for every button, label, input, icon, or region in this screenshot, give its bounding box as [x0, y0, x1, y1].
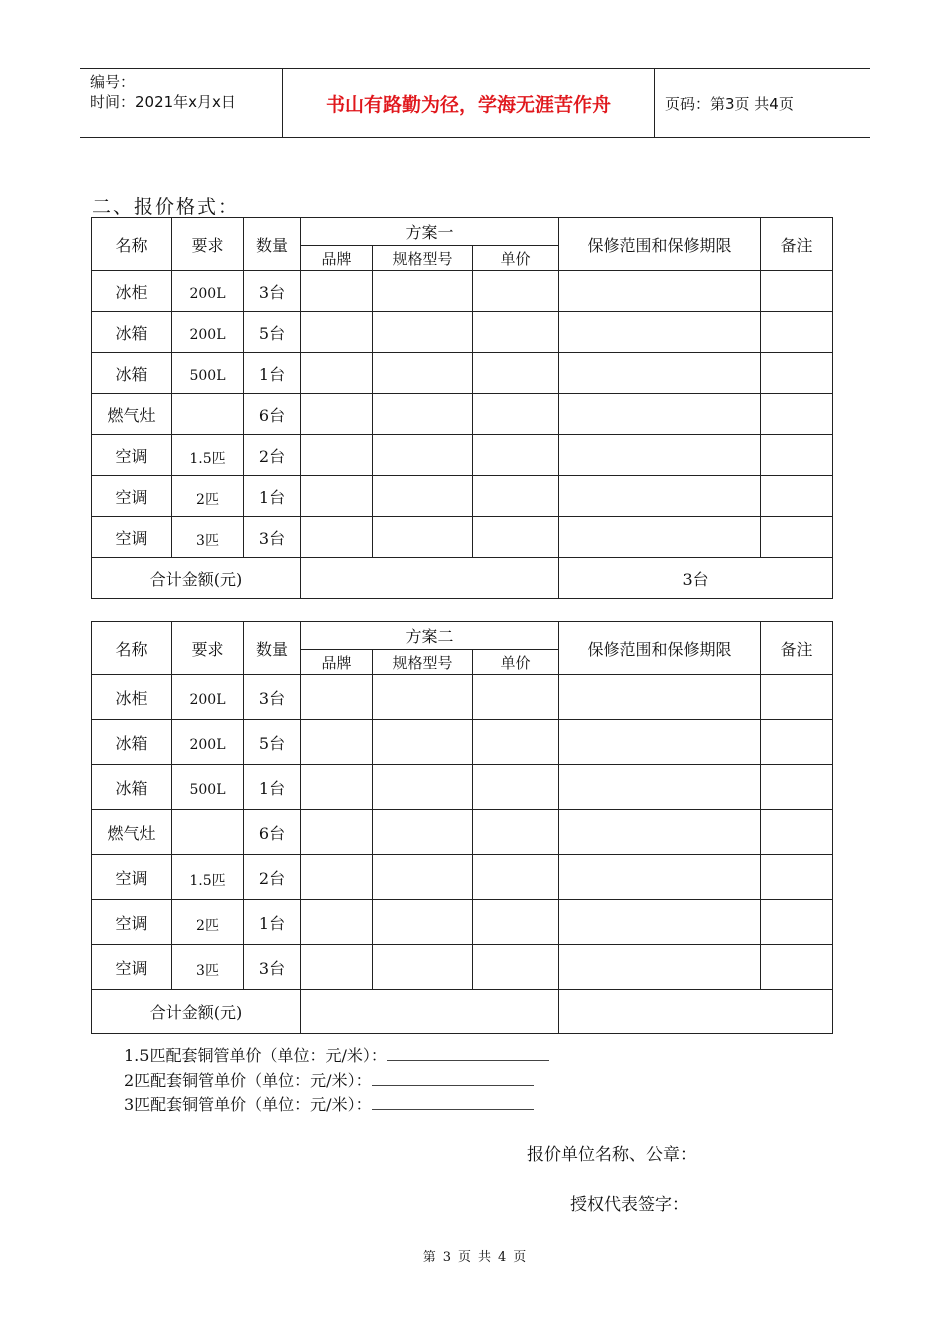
item-requirement: [172, 394, 244, 435]
item-quantity: 3台: [244, 675, 301, 720]
item-requirement: 3匹: [172, 517, 244, 558]
item-quantity: 2台: [244, 855, 301, 900]
item-quantity: 5台: [244, 720, 301, 765]
pipe-price-line: [124, 1068, 534, 1091]
item-name: 空调: [92, 945, 172, 990]
item-requirement: 200L: [172, 312, 244, 353]
page-footer: [0, 1246, 950, 1265]
unit-price-cell[interactable]: [473, 517, 559, 558]
model-cell[interactable]: [373, 855, 473, 900]
model-cell[interactable]: [373, 353, 473, 394]
pipe-price-label: 3匹配套铜管单价（单位：元/米）：: [124, 1095, 372, 1114]
item-quantity: 1台: [244, 900, 301, 945]
note-cell[interactable]: [761, 855, 833, 900]
item-name: 燃气灶: [92, 810, 172, 855]
model-cell[interactable]: [373, 945, 473, 990]
total-warranty-cell[interactable]: [559, 990, 833, 1034]
unit-price-cell[interactable]: [473, 765, 559, 810]
col-qty-header: 数量: [244, 218, 301, 271]
item-name: 冰箱: [92, 353, 172, 394]
unit-price-cell[interactable]: [473, 900, 559, 945]
unit-price-cell[interactable]: [473, 394, 559, 435]
note-cell[interactable]: [761, 271, 833, 312]
item-name: 空调: [92, 900, 172, 945]
pipe-price-blank[interactable]: [372, 1095, 534, 1110]
col-note-header: 备注: [761, 218, 833, 271]
note-cell[interactable]: [761, 476, 833, 517]
table-row: [92, 312, 833, 353]
note-cell[interactable]: [761, 312, 833, 353]
model-cell[interactable]: [373, 720, 473, 765]
brand-cell[interactable]: [301, 476, 373, 517]
item-requirement: 2匹: [172, 900, 244, 945]
table-row: [92, 855, 833, 900]
warranty-cell[interactable]: [559, 271, 761, 312]
unit-price-cell[interactable]: [473, 312, 559, 353]
warranty-cell[interactable]: [559, 353, 761, 394]
warranty-cell[interactable]: [559, 945, 761, 990]
header-meta: [80, 69, 283, 137]
col-req-header: 要求: [172, 622, 244, 675]
brand-cell[interactable]: [301, 855, 373, 900]
total-label: 合计金额(元): [92, 990, 301, 1034]
unit-price-cell[interactable]: [473, 353, 559, 394]
warranty-cell[interactable]: [559, 394, 761, 435]
brand-cell[interactable]: [301, 312, 373, 353]
item-quantity: 3台: [244, 945, 301, 990]
brand-cell[interactable]: [301, 675, 373, 720]
total-extra: 3台: [559, 558, 833, 599]
warranty-cell[interactable]: [559, 435, 761, 476]
brand-cell[interactable]: [301, 810, 373, 855]
table-row: [92, 720, 833, 765]
plan-title: 方案二: [301, 622, 559, 650]
total-amount-cell[interactable]: [301, 558, 559, 599]
item-requirement: 3匹: [172, 945, 244, 990]
col-model-header: 规格型号: [373, 650, 473, 675]
unit-price-cell[interactable]: [473, 810, 559, 855]
model-cell[interactable]: [373, 675, 473, 720]
total-row: [92, 990, 833, 1034]
footer-text: 共: [478, 1250, 493, 1265]
note-cell[interactable]: [761, 675, 833, 720]
item-quantity: 6台: [244, 394, 301, 435]
item-requirement: 200L: [172, 271, 244, 312]
item-quantity: 3台: [244, 271, 301, 312]
footer-page-number: 3: [442, 1250, 452, 1265]
item-quantity: 5台: [244, 312, 301, 353]
pipe-price-line: [124, 1092, 534, 1115]
note-cell[interactable]: [761, 394, 833, 435]
model-cell[interactable]: [373, 476, 473, 517]
col-brand-header: 品牌: [301, 246, 373, 271]
table-row: [92, 945, 833, 990]
model-cell[interactable]: [373, 435, 473, 476]
item-name: 燃气灶: [92, 394, 172, 435]
col-model-header: 规格型号: [373, 246, 473, 271]
table-row: [92, 353, 833, 394]
brand-cell[interactable]: [301, 394, 373, 435]
note-cell[interactable]: [761, 810, 833, 855]
table-row: [92, 517, 833, 558]
header-motto: 书山有路勤为径，学海无涯苦作舟: [283, 69, 655, 137]
page-header: [80, 68, 870, 138]
number-label: 编号：: [90, 73, 136, 91]
note-cell[interactable]: [761, 353, 833, 394]
col-brand-header: 品牌: [301, 650, 373, 675]
unit-price-cell[interactable]: [473, 720, 559, 765]
brand-cell[interactable]: [301, 271, 373, 312]
item-name: 空调: [92, 476, 172, 517]
header-page-info: 页码：第3页 共4页: [665, 94, 794, 113]
col-warranty-header: 保修范围和保修期限: [559, 218, 761, 271]
brand-cell[interactable]: [301, 435, 373, 476]
pipe-price-label: 1.5匹配套铜管单价（单位：元/米）：: [124, 1046, 387, 1065]
model-cell[interactable]: [373, 765, 473, 810]
warranty-cell[interactable]: [559, 675, 761, 720]
unit-price-cell[interactable]: [473, 435, 559, 476]
item-requirement: 1.5匹: [172, 435, 244, 476]
unit-price-cell[interactable]: [473, 476, 559, 517]
col-req-header: 要求: [172, 218, 244, 271]
authorized-rep-signature-label: 授权代表签字：: [570, 1195, 689, 1215]
note-cell[interactable]: [761, 435, 833, 476]
brand-cell[interactable]: [301, 517, 373, 558]
item-name: 冰柜: [92, 271, 172, 312]
item-requirement: 500L: [172, 765, 244, 810]
model-cell[interactable]: [373, 271, 473, 312]
item-name: 冰柜: [92, 675, 172, 720]
total-amount-cell[interactable]: [301, 990, 559, 1034]
warranty-cell[interactable]: [559, 855, 761, 900]
unit-price-cell[interactable]: [473, 855, 559, 900]
note-cell[interactable]: [761, 765, 833, 810]
item-name: 空调: [92, 855, 172, 900]
warranty-cell[interactable]: [559, 476, 761, 517]
col-price-header: 单价: [473, 650, 559, 675]
item-requirement: 1.5匹: [172, 855, 244, 900]
brand-cell[interactable]: [301, 353, 373, 394]
model-cell[interactable]: [373, 810, 473, 855]
footer-total-pages: 4: [498, 1250, 508, 1265]
table-row: [92, 765, 833, 810]
note-cell[interactable]: [761, 720, 833, 765]
pipe-price-blank[interactable]: [387, 1046, 549, 1061]
item-quantity: 1台: [244, 765, 301, 810]
col-note-header: 备注: [761, 622, 833, 675]
brand-cell[interactable]: [301, 945, 373, 990]
item-requirement: 500L: [172, 353, 244, 394]
item-requirement: 200L: [172, 675, 244, 720]
item-name: 冰箱: [92, 720, 172, 765]
col-qty-header: 数量: [244, 622, 301, 675]
time-label: 时间：2021年x月x日: [90, 93, 236, 111]
item-requirement: 2匹: [172, 476, 244, 517]
warranty-cell[interactable]: [559, 810, 761, 855]
quote-table-plan1: [91, 217, 833, 599]
item-quantity: 3台: [244, 517, 301, 558]
pipe-price-blank[interactable]: [372, 1071, 534, 1086]
brand-cell[interactable]: [301, 720, 373, 765]
item-requirement: [172, 810, 244, 855]
warranty-cell[interactable]: [559, 517, 761, 558]
warranty-cell[interactable]: [559, 720, 761, 765]
table-row: [92, 675, 833, 720]
table-row: [92, 271, 833, 312]
item-quantity: 1台: [244, 476, 301, 517]
brand-cell[interactable]: [301, 900, 373, 945]
table-row: [92, 900, 833, 945]
unit-price-cell[interactable]: [473, 945, 559, 990]
warranty-cell[interactable]: [559, 900, 761, 945]
col-price-header: 单价: [473, 246, 559, 271]
item-name: 空调: [92, 517, 172, 558]
col-name-header: 名称: [92, 622, 172, 675]
brand-cell[interactable]: [301, 765, 373, 810]
unit-price-cell[interactable]: [473, 675, 559, 720]
item-name: 冰箱: [92, 312, 172, 353]
item-quantity: 6台: [244, 810, 301, 855]
table-row: [92, 810, 833, 855]
table-row: [92, 476, 833, 517]
model-cell[interactable]: [373, 517, 473, 558]
footer-text: 页: [457, 1250, 472, 1265]
unit-price-cell[interactable]: [473, 271, 559, 312]
item-quantity: 2台: [244, 435, 301, 476]
footer-text: 第: [422, 1250, 437, 1265]
warranty-cell[interactable]: [559, 312, 761, 353]
quote-table-plan2: [91, 621, 833, 1034]
item-quantity: 1台: [244, 353, 301, 394]
col-name-header: 名称: [92, 218, 172, 271]
note-cell[interactable]: [761, 900, 833, 945]
plan-title: 方案一: [301, 218, 559, 246]
pipe-price-line: [124, 1043, 549, 1066]
item-name: 冰箱: [92, 765, 172, 810]
total-row: [92, 558, 833, 599]
col-warranty-header: 保修范围和保修期限: [559, 622, 761, 675]
total-label: 合计金额(元): [92, 558, 301, 599]
table-row: [92, 435, 833, 476]
section-title: 二、报价格式：: [92, 196, 240, 218]
table-row: [92, 394, 833, 435]
warranty-cell[interactable]: [559, 765, 761, 810]
model-cell[interactable]: [373, 312, 473, 353]
note-cell[interactable]: [761, 517, 833, 558]
quote-unit-seal-label: 报价单位名称、公章：: [527, 1145, 697, 1165]
item-requirement: 200L: [172, 720, 244, 765]
note-cell[interactable]: [761, 945, 833, 990]
pipe-price-label: 2匹配套铜管单价（单位：元/米）：: [124, 1071, 372, 1090]
model-cell[interactable]: [373, 394, 473, 435]
model-cell[interactable]: [373, 900, 473, 945]
item-name: 空调: [92, 435, 172, 476]
footer-text: 页: [513, 1250, 528, 1265]
